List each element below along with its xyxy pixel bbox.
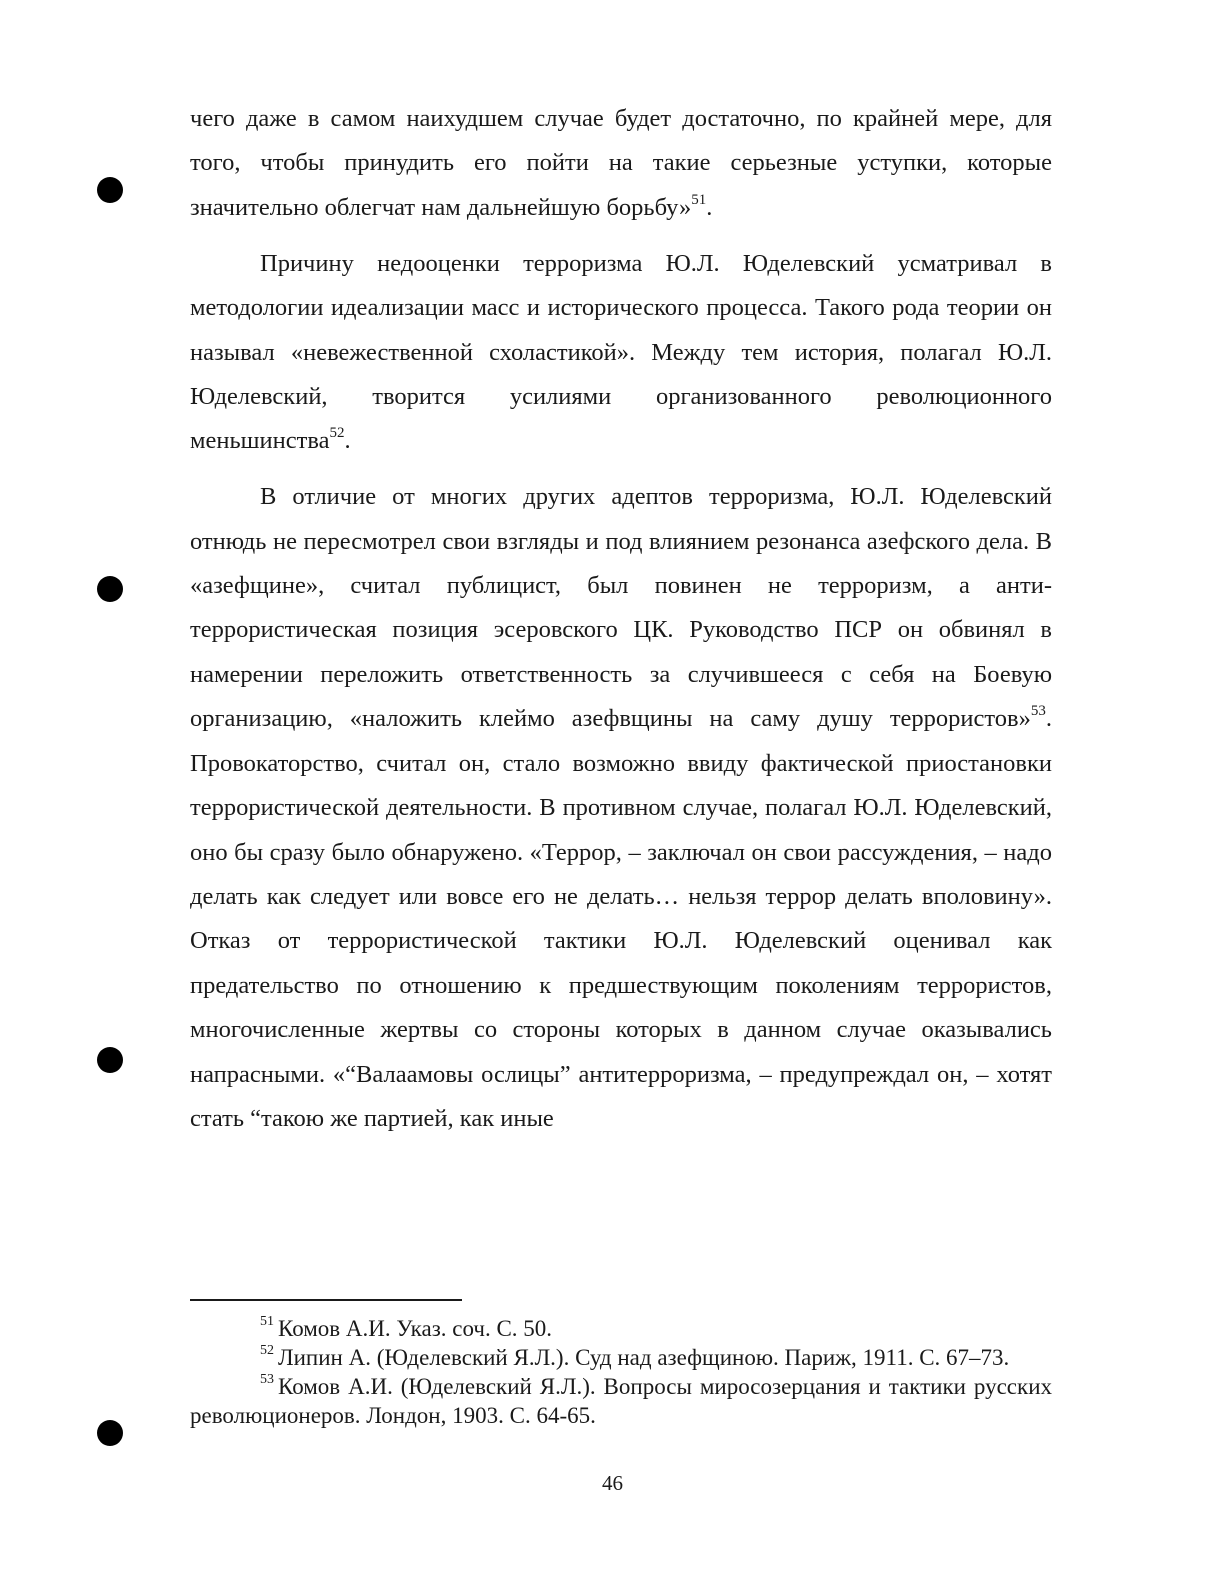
punch-hole-1 [97,177,123,203]
footnote-ref-53[interactable]: 53 [1030,703,1046,720]
footnote-51: $^{51}$ Комов А.И. Указ. соч. С. 50. [260,1314,553,1341]
paragraph-2: Причину недооценки терроризма Ю.Л. Юделевский усматривал в методологии идеализации масс и исторического процесса. Такого рода теории он называл «невежественной схоластикой». Между тем история, полагал Ю.Л. Юделевский, творится усилиями организованного революционного меньшинства$^{52}$. [190,249,1052,455]
footnotes [190,1314,1052,1430]
footnote-number: 53 [260,1372,274,1388]
footnote-ref-52[interactable]: 52 [329,425,345,442]
punch-hole-2 [97,576,123,602]
footnote-ref-51[interactable]: 51 [691,191,707,208]
body-text [190,97,1052,1141]
paragraph-3: В отличие от многих других адептов терроризма, Ю.Л. Юделевский отнюдь не пересмотрел свои взгляды и под влиянием резонанса азефского дела. В «азефщине», считал публицист, был повинен не терроризм, а антитеррористическая позиция эсеровского ЦК. Руководство ПСР он обвинял в намерении переложить ответственность за случившееся с себя на Боевую организацию, «наложить клеймо азефвщины на саму душу террористов»$^{53}$. Провокаторство, считал он, стало возможно ввиду фактической приостановки террористической деятельности. В противном случае, полагал Ю.Л. Юделевский, оно бы сразу было обнаружено. «Террор, – заключал он свои рассуждения, – надо делать как следует или вовсе его не делать… нельзя террор делать вполовину». Отказ от террористической тактики Ю.Л. Юделевский оценивал как предательство по отношению к предшествующим поколениям террористов, многочисленные жертвы со стороны которых в данном случае оказывались напрасными. «“Валаамовы ослицы” антитерроризма, – предупреждал он, – хотят стать “такою же партией, как иные [190,483,1052,1132]
page-number: 46 [602,1471,623,1495]
footnote-53: $^{53}$ Комов А.И. (Юделевский Я.Л.). Вопросы миросозерцания и тактики русских революционеров. Лондон, 1903. С. 64-65. [190,1372,1052,1428]
footnote-52: $^{52}$ Липин А. (Юделевский Я.Л.). Суд над азефщиною. Париж, 1911. С. 67–73. [260,1343,1010,1370]
punch-hole-4 [97,1420,123,1446]
footnote-divider [190,1299,462,1301]
footnote-number: 51 [260,1314,274,1330]
footnote-number: 52 [260,1343,274,1359]
punch-hole-3 [97,1047,123,1073]
paragraph-1: чего даже в самом наихудшем случае будет достаточно, по крайней мере, для того, чтобы принудить его пойти на такие серьезные уступки, которые значительно облегчат нам дальнейшую борьбу»$^{51}$. [190,105,1052,221]
